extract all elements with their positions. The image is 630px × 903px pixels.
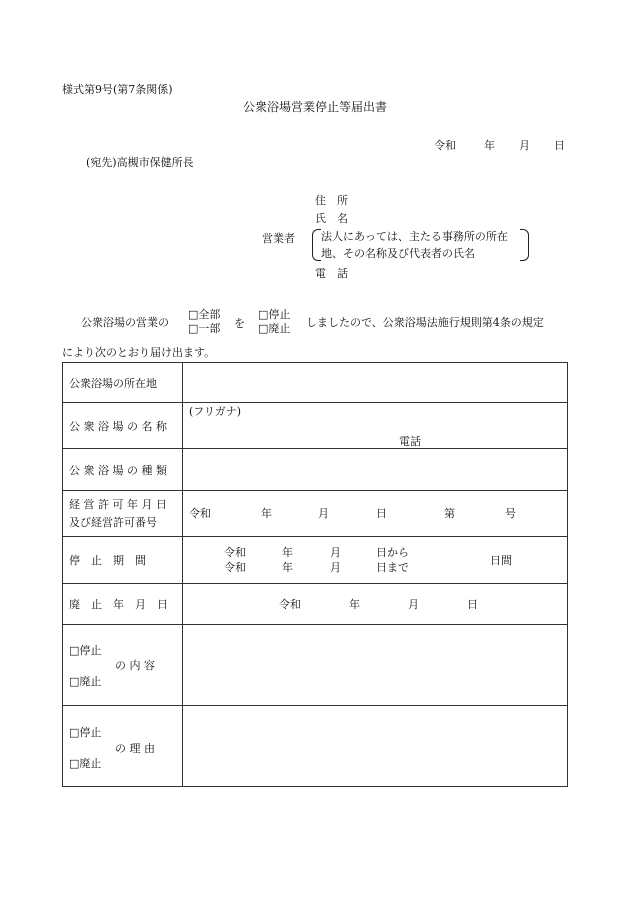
phone-label: 電 話 [315,267,348,280]
period-label-cell [63,537,183,584]
abolish-month: 月 [408,598,419,611]
statement-suffix: しましたので、公衆浴場法施行規則第4条の規定 [306,316,544,329]
abolish-year: 年 [349,598,360,611]
row-permit [63,491,568,537]
row-location [63,363,568,403]
abolish-era: 令和 [279,598,301,611]
date-era: 令和 [434,139,456,152]
reason-input-cell[interactable] [183,706,568,787]
type-input-cell[interactable] [183,449,568,491]
permit-no: 第 [444,507,455,520]
option-stop-checkbox[interactable]: □停止 [258,308,291,321]
permit-day: 日 [376,507,387,520]
furigana-label: (フリガナ) [189,405,242,418]
row-reason [63,706,568,787]
row-name [63,403,568,449]
document-title: 公衆浴場営業停止等届出書 [243,100,388,114]
content-abolish-checkbox[interactable]: □廃止 [69,675,102,688]
reason-label: の 理 由 [115,742,155,755]
location-label-text: 公衆浴場の所在地 [69,376,157,390]
content-stop-checkbox[interactable]: □停止 [69,644,102,657]
period-to-day: 日まで [376,561,409,574]
location-input-cell[interactable] [183,363,568,403]
abolish-day: 日 [467,598,478,611]
permit-label-cell [63,491,183,537]
row-period [63,537,568,584]
date-year: 年 [484,139,495,152]
corp-note-line1: 法人にあっては、主たる事務所の所在 [321,230,508,243]
reason-abolish-checkbox[interactable]: □廃止 [69,757,102,770]
form-number: 様式第9号(第7条関係) [62,83,173,96]
name-label: 氏 名 [315,212,348,225]
permit-month: 月 [318,507,329,520]
abolish-input-cell[interactable] [183,584,568,625]
statement-particle: を [234,317,245,330]
period-input-cell[interactable] [183,537,568,584]
row-abolish-date [63,584,568,625]
name-phone-label: 電話 [399,435,421,448]
period-to-era: 令和 [224,561,246,574]
abolish-label-cell [63,584,183,625]
period-from-year: 年 [282,546,293,559]
address-label: 住 所 [315,194,348,207]
period-label-text: 停 止 期 間 [69,554,146,567]
abolish-label-text: 廃 止 年 月 日 [69,598,168,611]
reason-stop-checkbox[interactable]: □停止 [69,726,102,739]
period-from-era: 令和 [224,546,246,559]
option-part-checkbox[interactable]: □一部 [188,322,221,335]
content-input-cell[interactable] [183,625,568,706]
period-days: 日間 [490,554,512,567]
name-input-cell[interactable] [183,403,568,449]
addressee: (宛先)高槻市保健所長 [86,156,194,169]
permit-label-line1: 経 営 許 可 年 月 日 [69,497,167,511]
period-from-day: 日から [376,546,409,559]
corp-note-line2: 地、その名称及び代表者の氏名 [321,247,475,260]
content-label: の 内 容 [115,659,155,672]
permit-go: 号 [505,507,516,520]
location-label [63,363,183,403]
statement-line2: により次のとおり届け出ます。 [62,346,216,359]
permit-input-cell[interactable] [183,491,568,537]
content-label-cell [63,625,183,706]
option-abolish-checkbox[interactable]: □廃止 [258,322,291,335]
business-operator-label: 営業者 [262,232,295,245]
notification-table [62,362,568,787]
name-label-text: 公 衆 浴 場 の 名 称 [69,419,167,433]
date-month: 月 [519,139,530,152]
period-from-month: 月 [330,546,341,559]
type-label-text: 公 衆 浴 場 の 種 類 [69,463,167,477]
name-label-cell [63,403,183,449]
statement-prefix: 公衆浴場の営業の [81,316,169,329]
permit-era: 令和 [189,507,211,520]
row-content [63,625,568,706]
option-all-checkbox[interactable]: □全部 [188,308,221,321]
permit-label-line2: 及び経営許可番号 [69,515,157,529]
left-bracket [312,229,321,261]
right-bracket [520,229,529,261]
period-to-month: 月 [330,561,341,574]
permit-year: 年 [261,507,272,520]
date-day: 日 [554,139,565,152]
type-label-cell [63,449,183,491]
period-to-year: 年 [282,561,293,574]
reason-label-cell [63,706,183,787]
row-type [63,449,568,491]
